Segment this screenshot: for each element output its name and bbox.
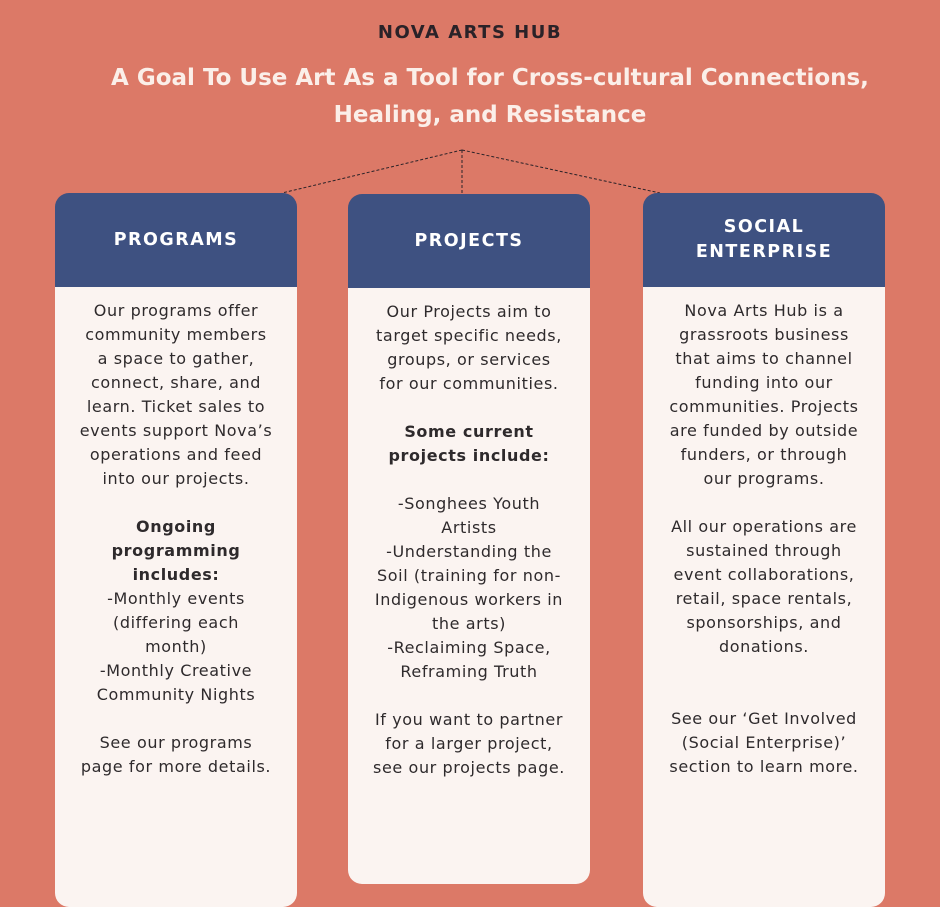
social-enterprise-intro: Nova Arts Hub is a grassroots business that aims to channel funding into our communities. Projects are funded by outside funders, or through our programs. (669, 301, 859, 488)
projects-title: PROJECTS (414, 230, 524, 251)
social-enterprise-detail: All our operations are sustained through event collaborations, retail, space rentals, sponsorships, and donations. (671, 517, 857, 656)
social-enterprise-body (643, 287, 885, 907)
projects-body (348, 288, 590, 884)
tagline-line-2: Healing, and Resistance (333, 102, 647, 128)
projects-header (348, 194, 590, 288)
programs-title: PROGRAMS (113, 229, 239, 250)
social-enterprise-header (643, 193, 885, 287)
projects-footer: If you want to partner for a larger project, see our projects page. (373, 710, 565, 777)
connector-right (462, 150, 660, 193)
social-enterprise-title: SOCIAL ENTERPRISE (695, 217, 833, 262)
programs-header (55, 193, 297, 287)
programs-list-items: -Monthly events (differing each month) -Monthly Creative Community Nights (96, 589, 256, 704)
connector-left (282, 150, 462, 193)
programs-footer: See our programs page for more details. (80, 733, 272, 776)
programs-intro: Our programs offer community members a space to gather, connect, share, and learn. Ticket sales to events support Nova’s operations and feed into our projects. (79, 301, 273, 488)
tagline-line-1: A Goal To Use Art As a Tool for Cross-cultural Connections, (111, 65, 869, 91)
programs-list-heading: Ongoing programming includes: (111, 517, 241, 584)
projects-intro: Our Projects aim to target specific needs, groups, or services for our communities. (376, 302, 562, 393)
org-name: NOVA ARTS HUB (377, 22, 563, 43)
social-enterprise-footer: See our ‘Get Involved (Social Enterprise)’ section to learn more. (669, 709, 859, 776)
projects-list-items: -Songhees Youth Artists -Understanding the Soil (training for non- Indigenous workers in the arts) -Reclaiming Space, Reframing Truth (374, 494, 564, 681)
tagline (95, 60, 885, 134)
programs-body (55, 287, 297, 907)
projects-list-heading: Some current projects include: (388, 422, 550, 465)
